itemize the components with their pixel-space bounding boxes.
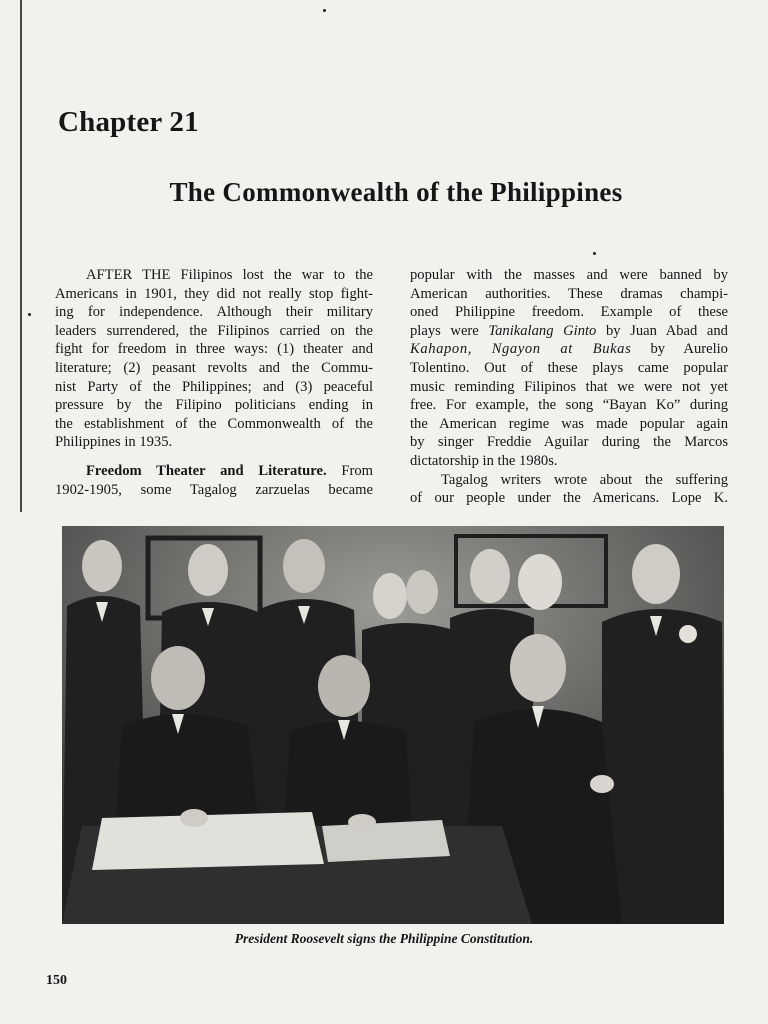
print-speck xyxy=(323,9,326,12)
text-line: dictatorship in the 1980s. xyxy=(410,452,558,469)
text-line: ing for independence. Although their military xyxy=(55,304,373,321)
page-edge-line xyxy=(20,0,22,512)
right-column xyxy=(410,266,728,508)
chapter-label: Chapter 21 xyxy=(58,106,199,138)
text-fragment: From xyxy=(326,462,373,479)
text-line xyxy=(410,322,728,341)
chapter-title: The Commonwealth of the Philippines xyxy=(169,177,623,207)
text-line: Tagalog writers wrote about the suffering xyxy=(441,471,728,488)
text-line: leaders surrendered, the Filipinos carried on the xyxy=(55,322,373,339)
text-line xyxy=(410,340,728,359)
text-line: popular with the masses and were banned by xyxy=(410,267,728,283)
text-fragment: by Juan Abad and xyxy=(596,322,728,339)
print-speck xyxy=(28,313,31,316)
text-line: literature; (2) peasant revolts and the Commu- xyxy=(55,359,373,376)
page-number: 150 xyxy=(46,973,67,988)
text-line: nist Party of the Philippines; and (3) peaceful xyxy=(55,378,373,395)
text-line: free. For example, the song “Bayan Ko” during xyxy=(410,397,728,414)
text-line: music reminding Filipinos that we were not yet xyxy=(410,378,728,395)
text-line: pressure by the Filipino politicians ending in xyxy=(55,397,373,414)
text-line: Americans in 1901, they did not really stop fight- xyxy=(55,285,373,302)
section-heading: Freedom Theater and Literature. xyxy=(86,462,327,479)
text-fragment: plays were xyxy=(410,322,489,339)
play-title: Tanikalang Ginto xyxy=(488,322,597,339)
text-line: by singer Freddie Aguilar during the Marcos xyxy=(410,434,728,451)
play-title: Kahapon, Ngayon at Bukas xyxy=(410,341,632,358)
text-line: American authorities. These dramas champi- xyxy=(410,285,728,302)
text-line: 1902-1905, some Tagalog zarzuelas became xyxy=(55,481,373,498)
photograph-illustration xyxy=(62,526,724,924)
text-line: of our people under the Americans. Lope K. xyxy=(410,490,728,507)
text-line: the American regime was made popular again xyxy=(410,415,728,432)
text-line: oned Philippine freedom. Example of these xyxy=(410,304,728,321)
historical-photograph xyxy=(62,526,724,924)
print-speck xyxy=(593,252,596,255)
text-line: Tolentino. Out of these plays came popular xyxy=(410,359,728,376)
text-line: the establishment of the Commonwealth of the xyxy=(55,415,373,432)
text-fragment: by Aurelio xyxy=(631,341,728,358)
left-column xyxy=(55,266,373,499)
text-line: fight for freedom in three ways: (1) theater and xyxy=(55,341,373,358)
text-line: AFTER THE Filipinos lost the war to the xyxy=(86,267,373,283)
text-line: Philippines in 1935. xyxy=(55,434,173,451)
photo-caption: President Roosevelt signs the Philippine Constitution. xyxy=(234,931,534,946)
text-line xyxy=(55,462,373,481)
